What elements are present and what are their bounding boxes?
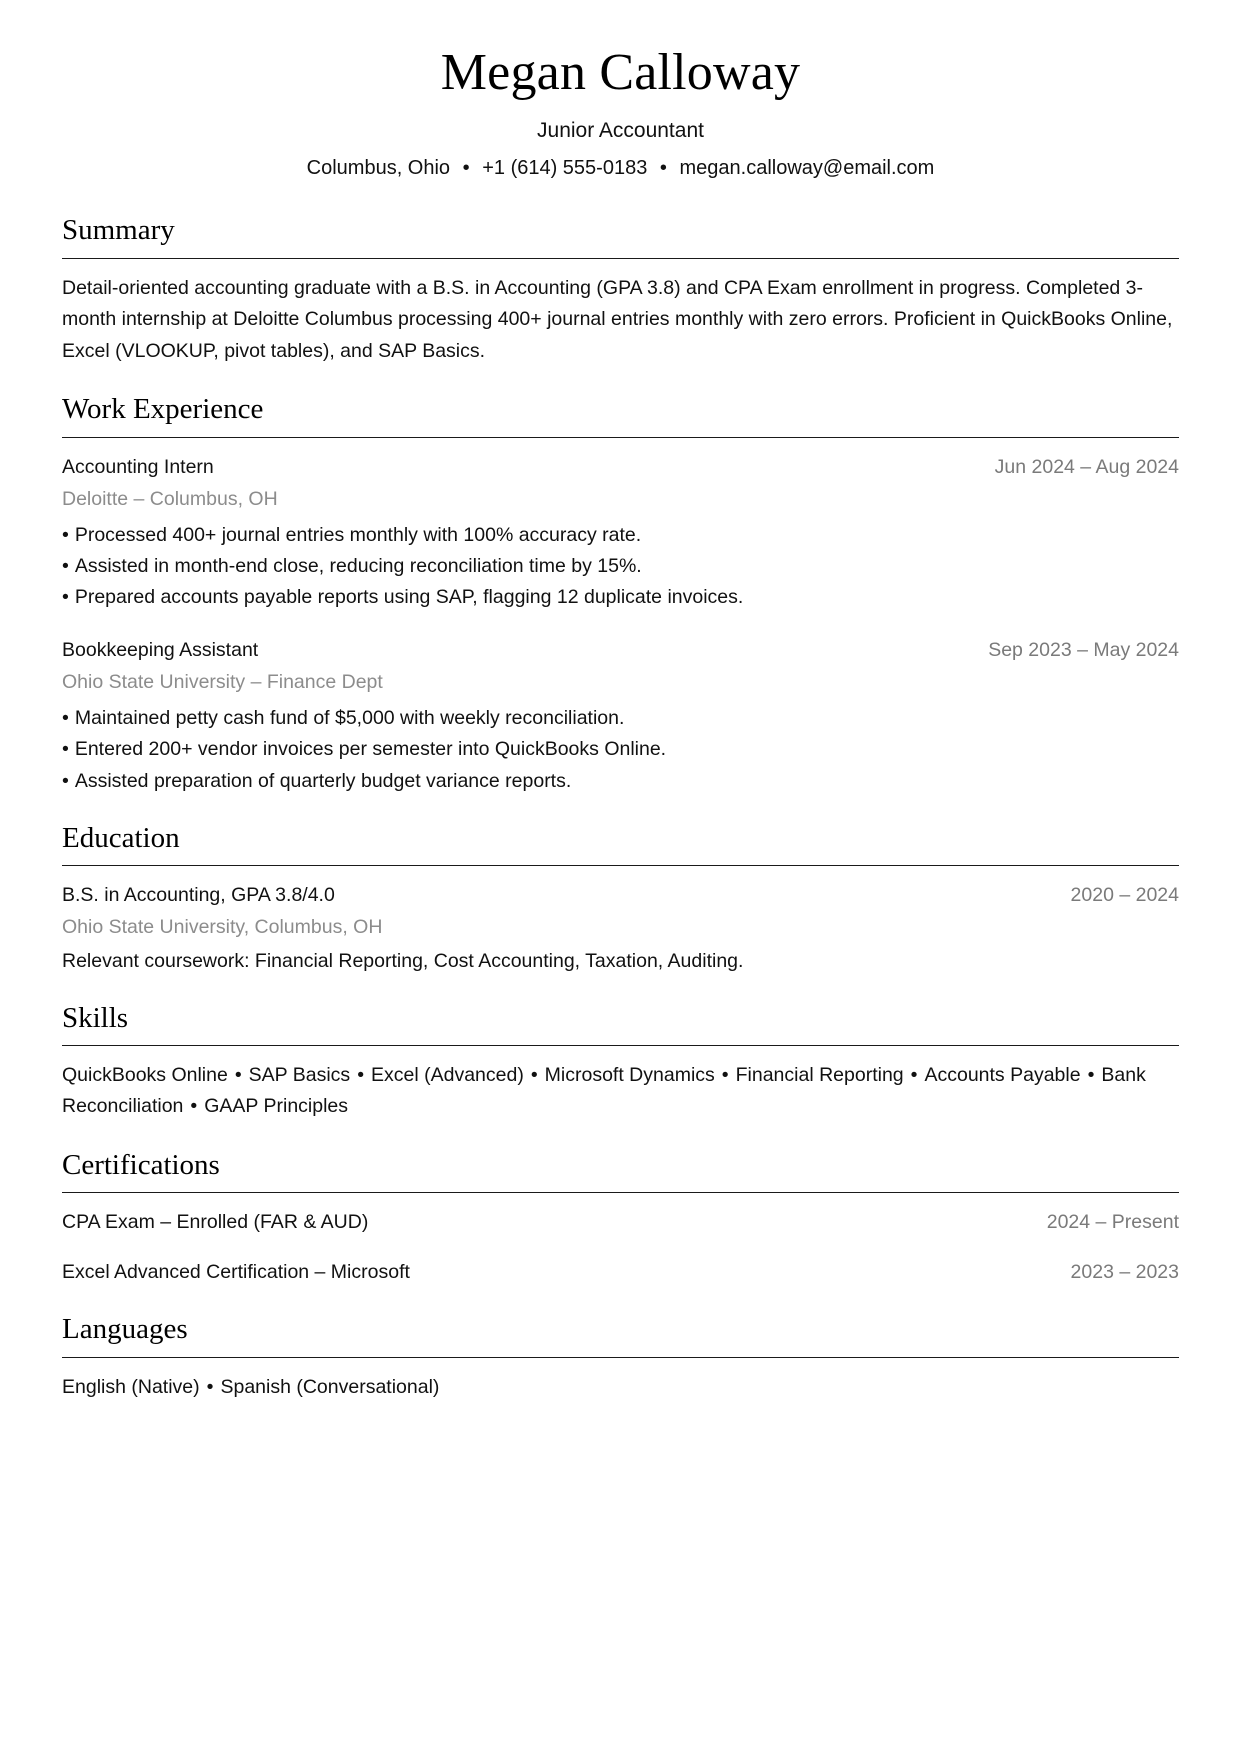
contact-separator-1: • [462,157,470,180]
skill-item: QuickBooks Online [62,1064,228,1087]
section-title-certifications: Certifications [62,1148,220,1181]
contact-line [62,157,1179,180]
work-entry-bullet-text: Maintained petty cash fund of $5,000 with weekly reconciliation. [74,707,625,730]
section-divider-certifications [62,1192,1179,1193]
work-entry-bullet [62,703,1179,733]
work-entry-header [62,635,1179,665]
section-divider-skills [62,1045,1179,1046]
section-title-summary: Summary [62,214,175,247]
bullet-icon: • [62,769,69,792]
work-entry-list [62,452,1179,796]
skill-item: Excel (Advanced) [371,1064,524,1087]
section-title-work-experience: Work Experience [62,393,264,426]
skill-item: Financial Reporting [735,1064,904,1087]
work-entry-bullet-text: Entered 200+ vendor invoices per semester into QuickBooks Online. [74,738,667,761]
certification-dates: 2024 – Present [1046,1210,1179,1233]
section-summary [62,214,1179,367]
skill-item: Bank Reconciliation [62,1064,1146,1118]
work-entry-bullets [62,520,1179,613]
work-entry-bullet-text: Processed 400+ journal entries monthly with 100% accuracy rate. [74,524,642,547]
section-education [62,822,1179,976]
work-entry-dates: Sep 2023 – May 2024 [988,638,1179,661]
certification-name: CPA Exam – Enrolled (FAR & AUD) [62,1210,369,1233]
section-languages [62,1313,1179,1403]
section-title-education: Education [62,821,180,854]
education-coursework: Relevant coursework: Financial Reporting, Cost Accounting, Taxation, Auditing. [62,949,744,972]
certification-dates: 2023 – 2023 [1070,1261,1179,1284]
work-entry-bullet-text: Assisted preparation of quarterly budget variance reports. [74,769,572,792]
bullet-icon: • [62,524,69,547]
work-entry-bullet-text: Prepared accounts payable reports using SAP, flagging 12 duplicate invoices. [74,586,744,609]
education-dates: 2020 – 2024 [1070,884,1179,907]
languages-separator: • [206,1375,214,1398]
work-entry-header [62,452,1179,482]
skills-separator: • [357,1064,365,1087]
skill-item: Accounts Payable [924,1064,1081,1087]
education-school: Ohio State University, Columbus, OH [62,916,383,939]
bullet-icon: • [62,586,69,609]
skill-item: SAP Basics [248,1064,351,1087]
work-entry-bullet [62,734,1179,764]
section-title-skills: Skills [62,1001,129,1034]
skill-item: GAAP Principles [204,1095,349,1118]
work-entry-bullet [62,766,1179,796]
bullet-icon: • [62,738,69,761]
section-title-languages: Languages [62,1313,188,1346]
candidate-job-title: Junior Accountant [537,119,704,143]
summary-text: Detail-oriented accounting graduate with a B.S. in Accounting (GPA 3.8) and CPA Exam enrollment in progress. Completed 3-month internship at Deloitte Columbus processing 400+ journal entries monthly with zero errors. Proficient in QuickBooks Online, Excel (VLOOKUP, pivot tables), and SAP Basics. [62,276,1173,362]
skills-separator: • [530,1064,538,1087]
contact-location: Columbus, Ohio [306,157,451,180]
work-entry-bullet-text: Assisted in month-end close, reducing reconciliation time by 15%. [74,555,642,578]
education-entry-header [62,880,1179,910]
certification-entry [62,1257,1179,1287]
section-skills [62,1002,1179,1123]
work-entry-organization: Deloitte – Columbus, OH [62,487,278,510]
skills-separator: • [1087,1064,1095,1087]
certifications-list [62,1207,1179,1287]
education-entry-list [62,880,1179,976]
section-divider-languages [62,1357,1179,1358]
contact-phone: +1 (614) 555-0183 [482,157,648,180]
language-item: Spanish (Conversational) [220,1375,440,1398]
section-divider-summary [62,258,1179,259]
work-entry [62,635,1179,796]
resume-header [62,44,1179,180]
skills-separator: • [910,1064,918,1087]
certification-entry [62,1207,1179,1237]
candidate-name: Megan Calloway [440,44,801,101]
skills-separator: • [190,1095,198,1118]
contact-email: megan.calloway@email.com [679,157,935,180]
work-entry-bullet [62,520,1179,550]
contact-separator-2: • [659,157,667,180]
language-item: English (Native) [62,1375,200,1398]
education-entry [62,880,1179,976]
work-entry-bullets [62,703,1179,796]
bullet-icon: • [62,707,69,730]
work-entry-dates: Jun 2024 – Aug 2024 [994,455,1179,478]
skills-separator: • [234,1064,242,1087]
languages-list [62,1372,1179,1403]
certification-name: Excel Advanced Certification – Microsoft [62,1261,410,1284]
bullet-icon: • [62,555,69,578]
education-degree: B.S. in Accounting, GPA 3.8/4.0 [62,884,335,907]
section-work-experience [62,393,1179,796]
work-entry-bullet [62,582,1179,612]
skills-list [62,1060,1179,1122]
section-divider-work-experience [62,437,1179,438]
work-entry-organization: Ohio State University – Finance Dept [62,670,383,693]
work-entry-role: Accounting Intern [62,455,214,478]
section-certifications [62,1149,1179,1288]
section-divider-education [62,865,1179,866]
work-entry-bullet [62,551,1179,581]
skill-item: Microsoft Dynamics [544,1064,715,1087]
work-entry [62,452,1179,613]
work-entry-role: Bookkeeping Assistant [62,638,259,661]
skills-separator: • [721,1064,729,1087]
